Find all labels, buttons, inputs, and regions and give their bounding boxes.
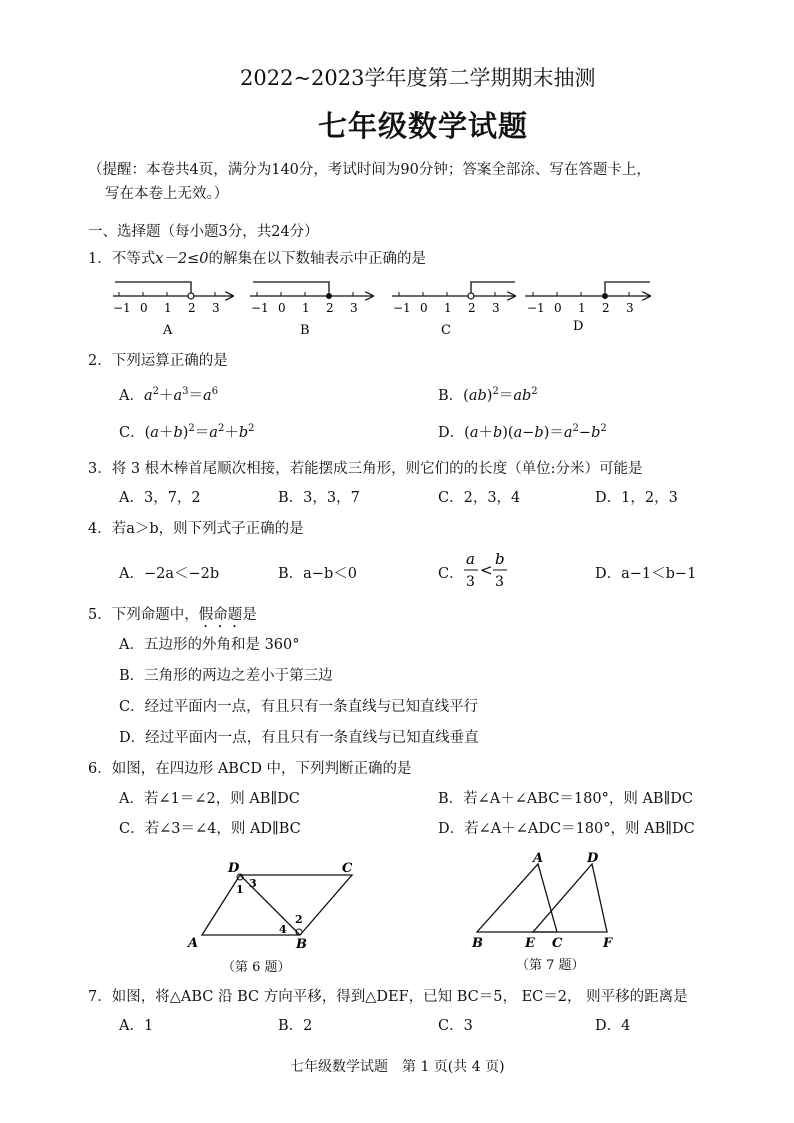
fig6-angle-2: 2 xyxy=(295,913,303,926)
fig6-point-d: D xyxy=(228,861,240,876)
tick-b-3: 3 xyxy=(350,301,358,315)
q1-stem-expr: x－2≤0 xyxy=(155,251,209,267)
fig6-point-c: C xyxy=(342,861,353,876)
q3-option-d: D．1，2，3 xyxy=(595,490,678,506)
svg-text:a: a xyxy=(466,550,475,568)
tick-b-1: 1 xyxy=(302,301,310,315)
q7-option-b: B．2 xyxy=(278,1018,313,1034)
tick-a-0: 0 xyxy=(140,301,148,315)
q2-option-a: A．$a^2+a^3=a^6$ xyxy=(119,386,219,404)
fig7-point-e: E xyxy=(525,936,535,951)
q2-option-c-label: C． xyxy=(119,425,145,441)
q3-option-c: C．2，3，4 xyxy=(438,490,521,506)
tick-d-0: 0 xyxy=(554,301,562,315)
q7-option-d: D．4 xyxy=(595,1018,631,1034)
question-6-stem: 6．如图，在四边形 ABCD 中，下列判断正确的是 xyxy=(88,761,412,777)
q4-option-d: D．a−1＜b−1 xyxy=(595,566,697,582)
fig6-angle-1: 1 xyxy=(236,883,244,896)
tick-c-1: 1 xyxy=(444,301,452,315)
tick-d-3: 3 xyxy=(626,301,634,315)
q6-option-a: A．若∠1＝∠2，则 AB∥DC xyxy=(119,791,300,807)
fig6-point-b: B xyxy=(296,937,307,952)
question-7-stem: 7．如图，将△ABC 沿 BC 方向平移，得到△DEF，已知 BC＝5， EC＝2， 则平移的距离是 xyxy=(88,989,688,1005)
question-5-stem xyxy=(88,603,257,631)
number-line-b xyxy=(250,282,373,338)
q4-option-c xyxy=(438,562,464,583)
label-c: C xyxy=(441,323,451,338)
q3-option-a: A．3，7，2 xyxy=(119,490,201,506)
q6-option-c: C．若∠3＝∠4，则 AD∥BC xyxy=(119,821,301,837)
fig7-point-c: C xyxy=(552,936,563,951)
question-3-stem: 3．将 3 根木棒首尾顺次相接，若能摆成三角形，则它们的的长度（单位:分米）可能是 xyxy=(88,461,643,477)
q4-option-a: A．−2a＜−2b xyxy=(119,566,220,582)
label-b: B xyxy=(300,323,310,338)
tick-b-0: 0 xyxy=(278,301,286,315)
fig6-point-a: A xyxy=(188,936,199,951)
fig7-point-a: A xyxy=(533,851,544,866)
tick-a-1: 1 xyxy=(164,301,172,315)
figure-7-caption: （第 7 题） xyxy=(516,958,585,973)
fig7-point-b: B xyxy=(472,936,483,951)
q4-option-c-label: C． xyxy=(438,566,464,582)
q4-option-b: B．a−b＜0 xyxy=(278,566,357,582)
number-line-a xyxy=(113,282,233,338)
label-d: D xyxy=(573,319,584,334)
q1-stem-prefix: 1．不等式 xyxy=(88,251,156,267)
tick-a-2: 2 xyxy=(188,301,196,315)
q2-option-b-label: B． xyxy=(438,388,464,404)
fig6-angle-4: 4 xyxy=(279,923,287,936)
q2-option-b: B．$(ab)^2=ab^2$ xyxy=(438,386,538,404)
q2-option-d: D．$(a+b)(a-b)=a^2-b^2$ xyxy=(438,423,607,441)
figure-6-quadrilateral xyxy=(180,855,370,955)
svg-text:b: b xyxy=(495,550,505,568)
q2-option-d-label: D． xyxy=(438,425,465,441)
q1-number-lines xyxy=(105,272,665,342)
tick-b-2: 2 xyxy=(326,301,334,315)
tick-d-1: 1 xyxy=(578,301,586,315)
q2-option-a-label: A． xyxy=(119,388,144,404)
q5-stem-prefix: 5．下列命题中， xyxy=(88,607,199,623)
notice-line-1: （提醒：本卷共4页，满分为140分，考试时间为90分钟；答案全部涂、写在答题卡上， xyxy=(88,162,651,178)
q6-option-b: B．若∠A＋∠ABC＝180°，则 AB∥DC xyxy=(438,791,693,807)
fig7-point-d: D xyxy=(587,851,599,866)
notice-line-2: 写在本卷上无效。） xyxy=(105,186,229,202)
tick-d-2: 2 xyxy=(602,301,610,315)
q5-stem-emphasis: 假命题 xyxy=(198,607,243,623)
q5-option-b: B．三角形的两边之差小于第三边 xyxy=(119,668,333,684)
q2-option-c: C．$(a+b)^2=a^2+b^2$ xyxy=(119,423,255,441)
page-footer: 七年级数学试题 第 1 页(共 4 页) xyxy=(290,1059,505,1075)
fig7-point-f: F xyxy=(603,936,613,951)
question-2-stem: 2．下列运算正确的是 xyxy=(88,353,228,369)
q5-option-d: D．经过平面内一点，有且只有一条直线与已知直线垂直 xyxy=(119,730,479,746)
number-line-c xyxy=(392,282,515,338)
q5-stem-suffix: 是 xyxy=(242,607,257,623)
tick-a-3: 3 xyxy=(212,301,220,315)
number-line-d xyxy=(525,282,650,334)
q6-option-d: D．若∠A＋∠ADC＝180°，则 AB∥DC xyxy=(438,821,695,837)
svg-text:3: 3 xyxy=(495,574,504,590)
q1-stem-suffix: 的解集在以下数轴表示中正确的是 xyxy=(208,251,427,267)
q5-option-a: A．五边形的外角和是 360° xyxy=(119,637,300,653)
q7-option-c: C．3 xyxy=(438,1018,473,1034)
q7-option-a: A．1 xyxy=(119,1018,154,1034)
question-4-stem: 4．若a＞b，则下列式子正确的是 xyxy=(88,521,304,537)
q3-option-b: B．3，3，7 xyxy=(278,490,360,506)
page-title: 七年级数学试题 xyxy=(318,109,529,143)
tick-c-2: 2 xyxy=(468,301,476,315)
tick-c-3: 3 xyxy=(492,301,500,315)
q5-option-c: C．经过平面内一点，有且只有一条直线与已知直线平行 xyxy=(119,699,479,715)
section-heading: 一、选择题（每小题3分，共24分） xyxy=(88,224,319,240)
q4-option-c-fraction xyxy=(462,548,512,592)
tick-b-m1: −1 xyxy=(251,301,269,315)
svg-text:3: 3 xyxy=(466,574,475,590)
fig6-angle-3: 3 xyxy=(249,877,257,890)
exam-term-title: 2022~2023学年度第二学期期末抽测 xyxy=(240,66,596,90)
label-a: A xyxy=(163,323,173,338)
figure-6-caption: （第 6 题） xyxy=(222,960,291,975)
tick-a-m1: −1 xyxy=(113,301,131,315)
tick-d-m1: −1 xyxy=(527,301,545,315)
figure-7-triangles xyxy=(465,848,635,953)
svg-text:<: < xyxy=(480,561,493,579)
question-1-stem xyxy=(88,247,426,268)
tick-c-m1: −1 xyxy=(393,301,411,315)
tick-c-0: 0 xyxy=(420,301,428,315)
